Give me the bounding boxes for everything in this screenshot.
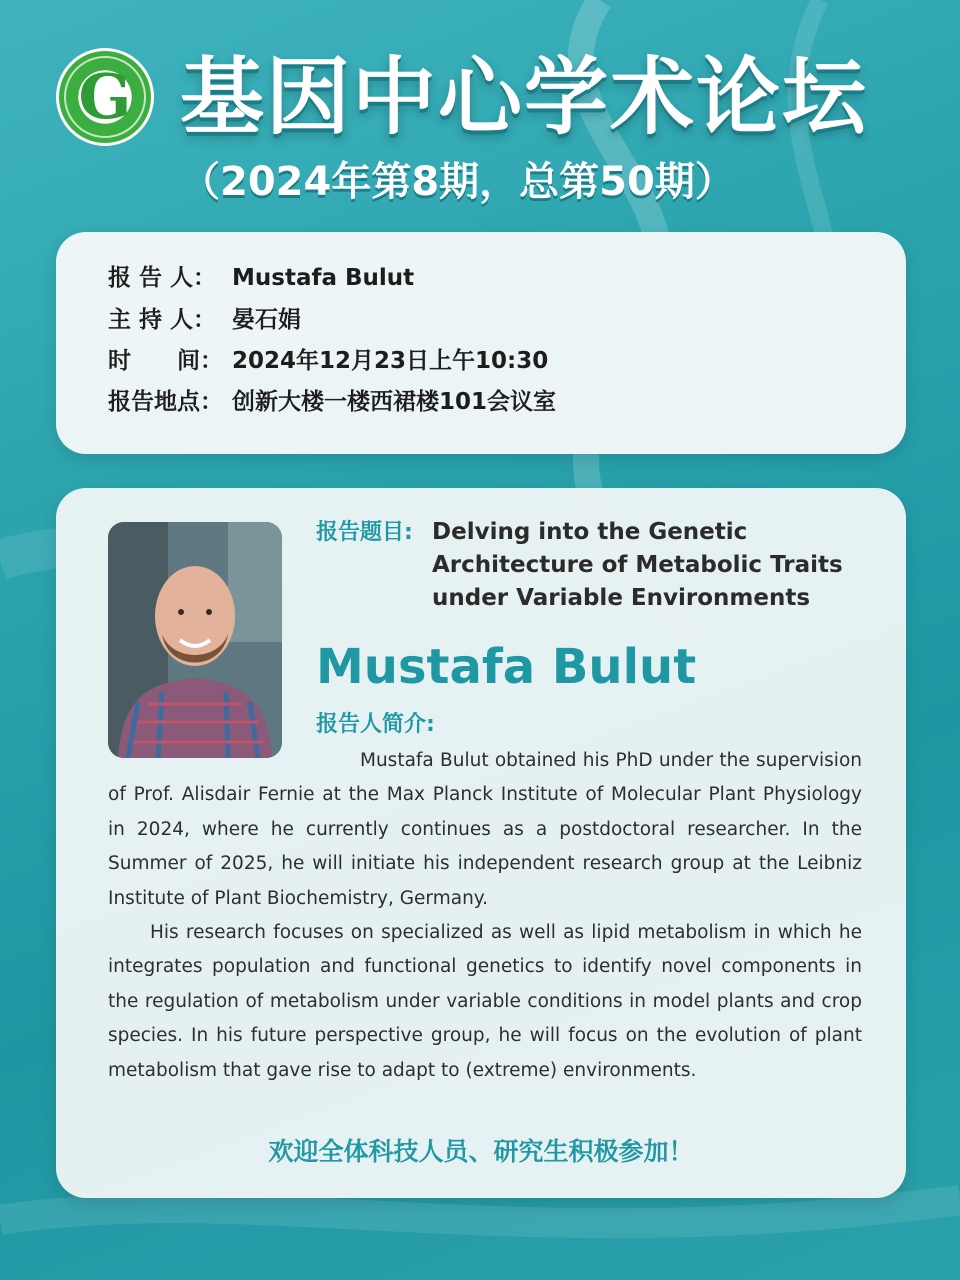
info-row-host xyxy=(108,302,301,338)
info-card xyxy=(56,232,906,454)
info-label: 报 告 人： xyxy=(108,265,217,291)
info-value: 2024年12月23日上午10:30 xyxy=(232,348,549,374)
speaker-portrait-icon xyxy=(108,522,282,758)
info-label: 时 间： xyxy=(108,348,223,374)
info-row-location xyxy=(108,384,556,420)
forum-issue: （2024年第8期，总第50期） xyxy=(180,159,735,205)
talk-detail-card xyxy=(56,488,906,1198)
info-row-time xyxy=(108,343,548,379)
bio-paragraph: His research focuses on specialized as well as lipid metabolism in which he integrates population and functional genetics to identify novel components in the regulation of metabolism under variable conditions in model plants and crop species. In his future perspective group, he will focus on the evolution of plant metabolism that gave rise to adapt to (extreme) environments. xyxy=(108,922,862,1081)
bio-paragraph: Mustafa Bulut obtained his PhD under the supervision of Prof. Alisdair Fernie at the Max Planck Institute of Molecular Plant Physiology in 2024, where he currently continues as a postdoctoral researcher. In the Summer of 2025, he will initiate his independent research group at the Leibniz Institute of Plant Biochemistry, Germany. xyxy=(108,750,862,909)
speaker-photo xyxy=(108,522,282,758)
talk-topic: Delving into the Genetic Architecture of Metabolic Traits under Variable Environments xyxy=(432,519,843,611)
forum-title: 基因中心学术论坛 xyxy=(180,48,869,146)
info-label: 主 持 人： xyxy=(108,307,217,333)
logo-letter: G xyxy=(78,60,132,133)
topic-label: 报告题目: xyxy=(316,520,413,545)
info-value: 晏石娟 xyxy=(232,307,301,333)
speaker-bio xyxy=(108,744,862,1088)
bio-label: 报告人简介: xyxy=(316,712,435,737)
institute-logo xyxy=(56,48,154,146)
speaker-name: Mustafa Bulut xyxy=(316,639,697,695)
info-value: Mustafa Bulut xyxy=(232,265,415,291)
info-value: 创新大楼一楼西裙楼101会议室 xyxy=(232,389,557,415)
info-row-speaker xyxy=(108,260,414,296)
info-label: 报告地点： xyxy=(108,389,223,415)
welcome-message: 欢迎全体科技人员、研究生积极参加！ xyxy=(268,1137,694,1166)
